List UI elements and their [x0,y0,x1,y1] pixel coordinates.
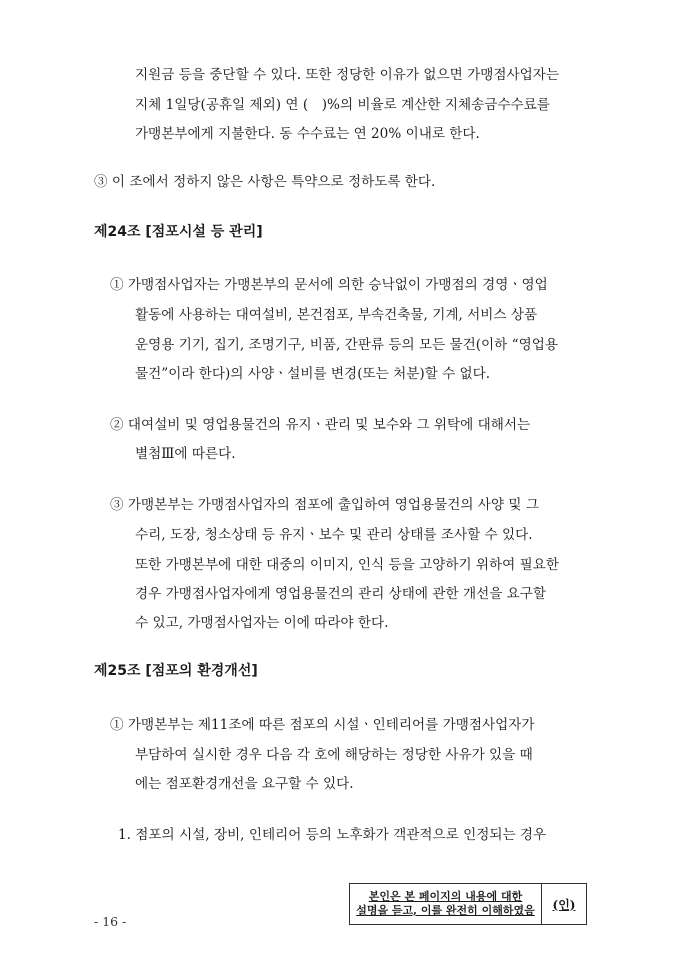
confirmation-box [349,883,587,925]
text-line: 가맹본부에게 지불한다. 동 수수료는 연 20% 이내로 한다. [135,126,480,142]
list-item-1: 1. 점포의 시설, 장비, 인테리어 등의 노후화가 객관적으로 인정되는 경우 [118,827,547,843]
text-line: ① 가맹점사업자는 가맹본부의 문서에 의한 승낙없이 가맹점의 경영ㆍ영업 [110,277,548,293]
text-line: 수 있고, 가맹점사업자는 이에 따라야 한다. [135,615,389,631]
text-line: ① 가맹본부는 제11조에 따른 점포의 시설ㆍ인테리어를 가맹점사업자가 [110,717,535,733]
page-number: - 16 - [94,914,127,929]
confirmation-text [350,884,542,924]
text-line: ② 대여설비 및 영업용물건의 유지ㆍ관리 및 보수와 그 위탁에 대해서는 [110,417,531,433]
confirmation-line-1: 본인은 본 페이지의 내용에 대한 [368,890,523,903]
text-line: 부담하여 실시한 경우 다음 각 호에 해당하는 정당한 사유가 있을 때 [135,747,533,763]
text-line: 에는 점포환경개선을 요구할 수 있다. [135,776,354,792]
text-line: 지체 1일당(공휴일 제외) 연 ( )%의 비율로 계산한 지체송금수수료를 [135,97,550,113]
text-line: 물건”이라 한다)의 사양ㆍ설비를 변경(또는 처분)할 수 없다. [135,366,491,382]
text-line: 운영용 기기, 집기, 조명기구, 비품, 간판류 등의 모든 물건(이하 “영업용 [135,337,558,353]
text-line: ③ 가맹본부는 가맹점사업자의 점포에 출입하여 영업용물건의 사양 및 그 [110,497,539,513]
text-line: 별첨Ⅲ에 따른다. [135,446,236,462]
text-line: 수리, 도장, 청소상태 등 유지ㆍ보수 및 관리 상태를 조사할 수 있다. [135,527,533,543]
article-24-heading: 제24조 [점포시설 등 관리] [94,224,263,240]
text-line: 경우 가맹점사업자에게 영업용물건의 관리 상태에 관한 개선을 요구할 [135,586,547,602]
text-line: 지원금 등을 중단할 수 있다. 또한 정당한 이유가 없으면 가맹점사업자는 [135,67,560,83]
clause-3: ③ 이 조에서 정하지 않은 사항은 특약으로 정하도록 한다. [94,174,436,190]
seal-field[interactable]: (인) [552,897,576,912]
text-line: 활동에 사용하는 대여설비, 본건점포, 부속건축물, 기계, 서비스 상품 [135,307,538,323]
text-line: 또한 가맹본부에 대한 대중의 이미지, 인식 등을 고양하기 위하여 필요한 [135,557,560,573]
article-25-heading: 제25조 [점포의 환경개선] [94,663,258,679]
confirmation-line-2: 설명을 듣고, 이를 완전히 이해하였음 [356,904,535,917]
